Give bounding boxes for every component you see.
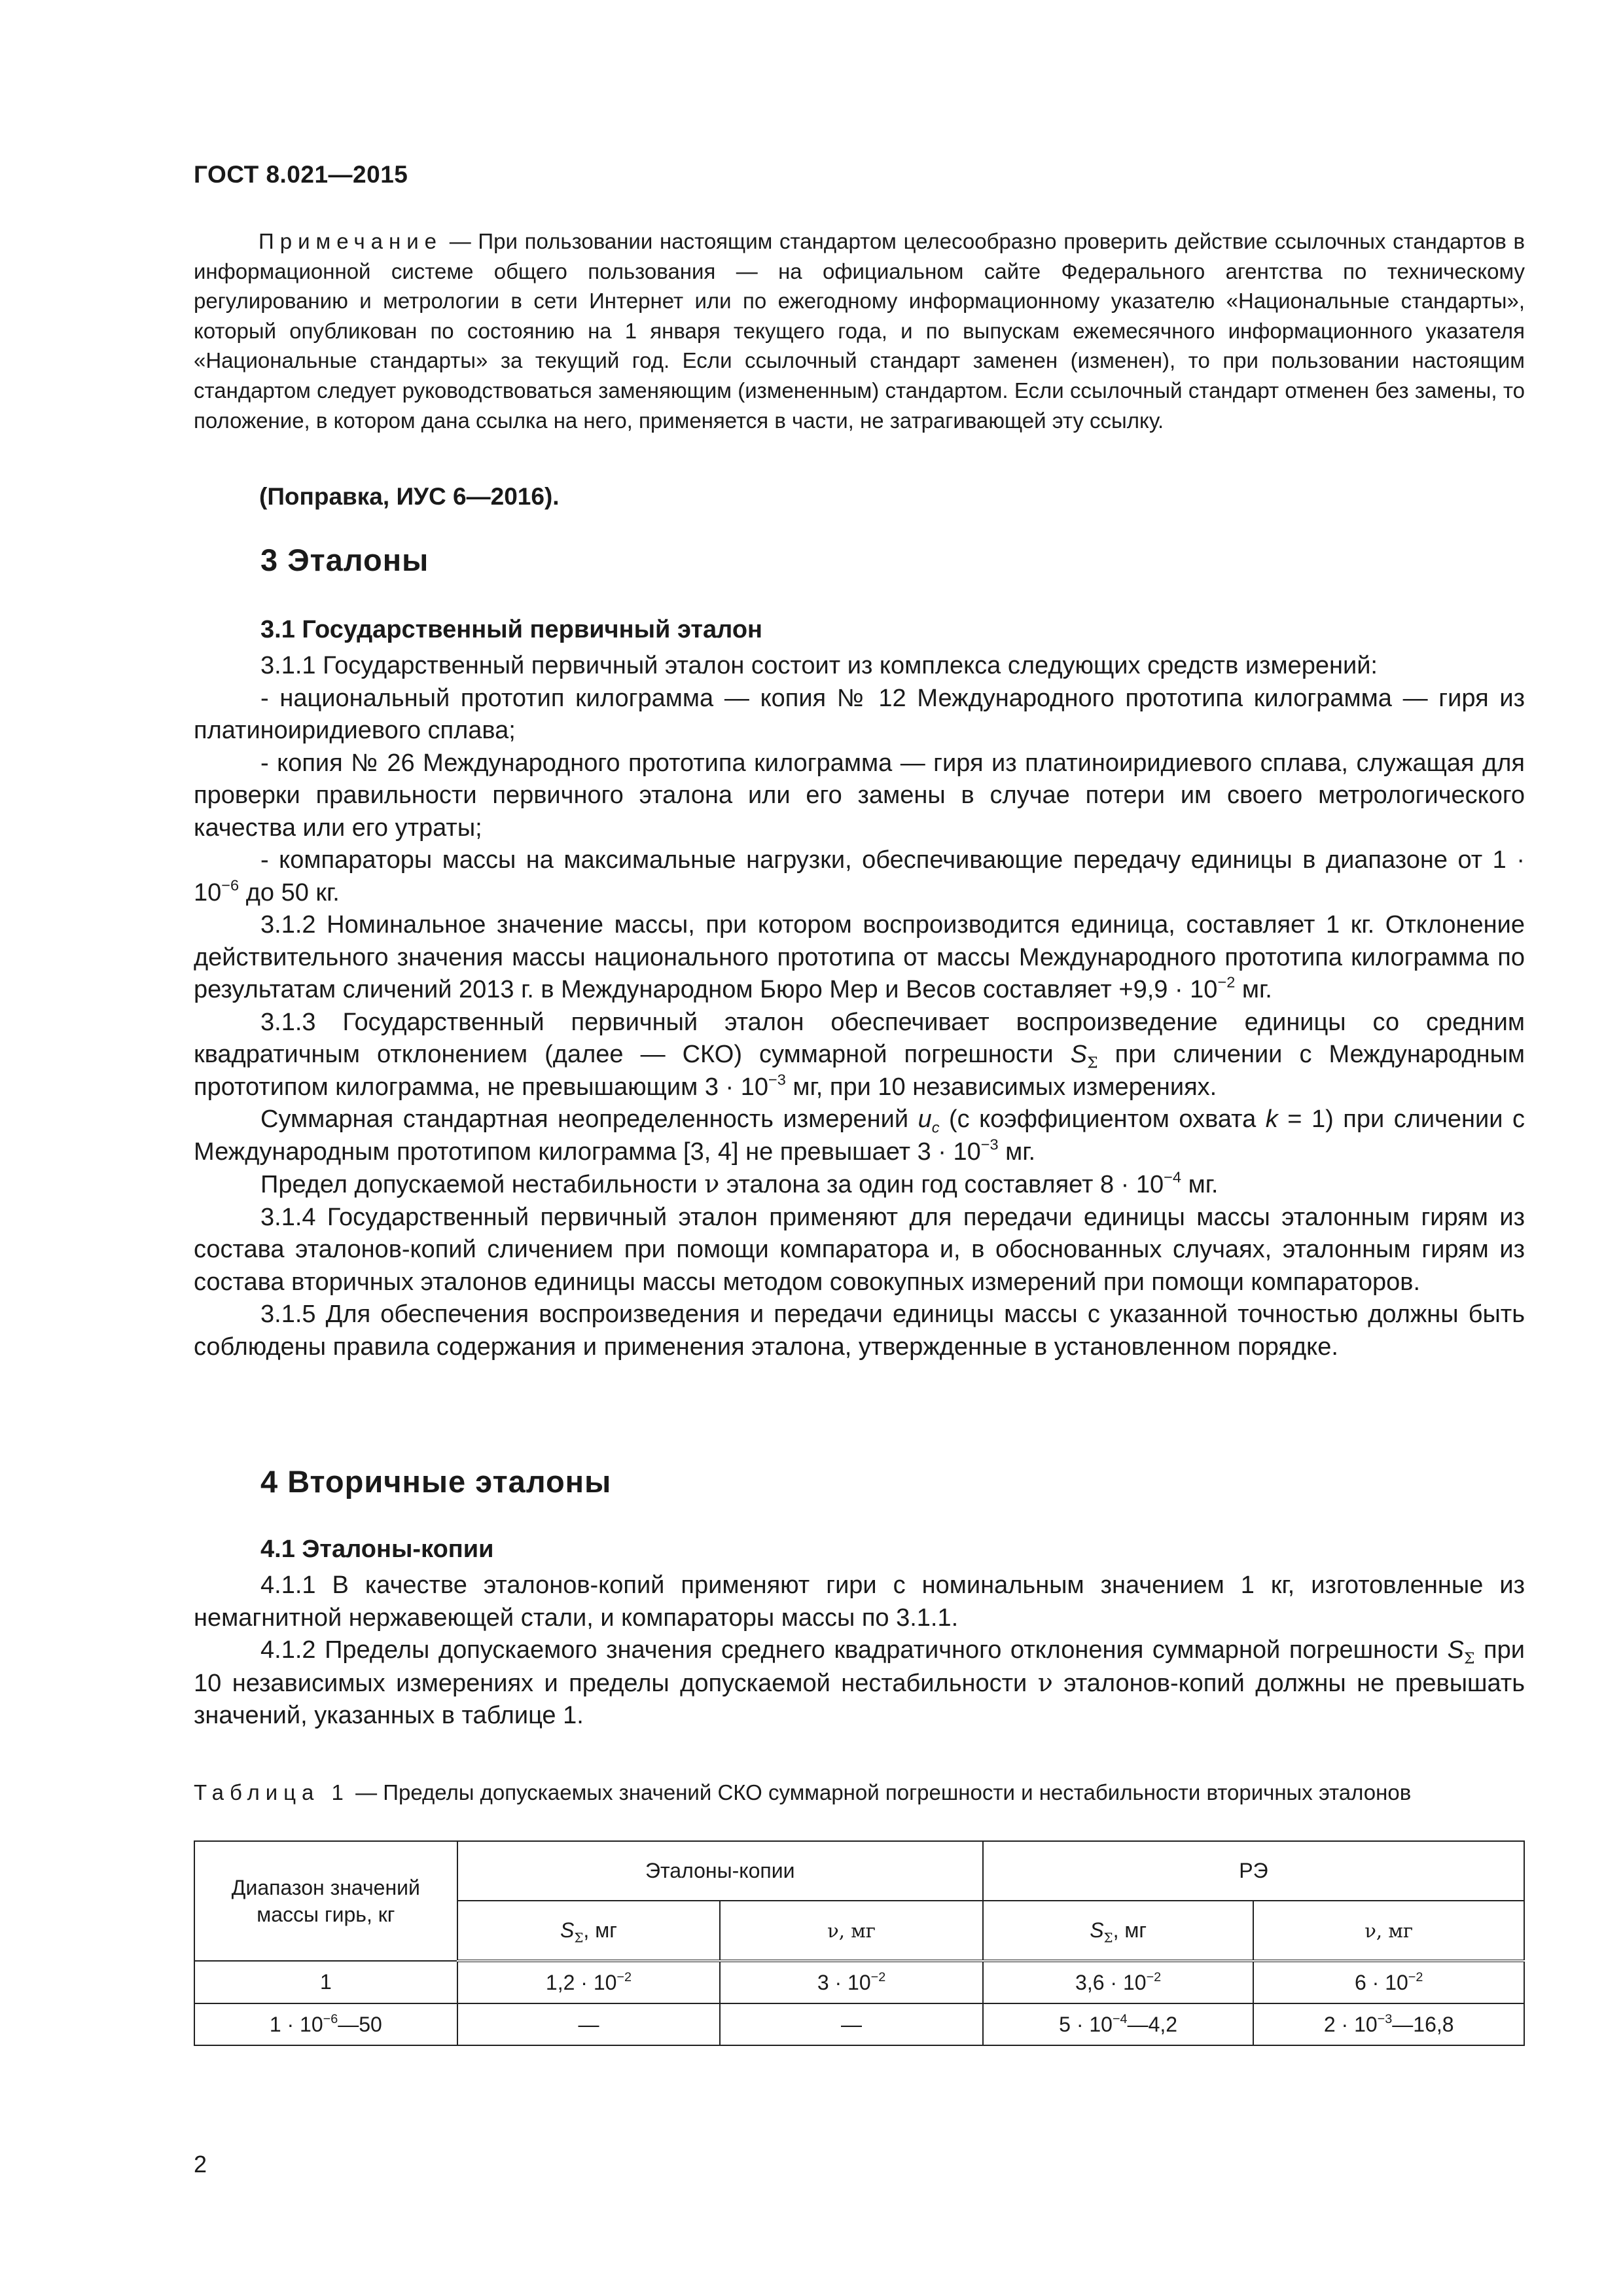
paragraph-uncertainty: Суммарная стандартная неопределенность измерений $u_c$ (с коэффициентом охвата k = 1) при сличении с Международным прототипом килограмма [3, 4] не превышает $3 \cdot 10^{-3}$ мг. [194,1105,1525,1166]
correction-reference: (Поправка, ИУС 6—2016). [259,483,560,510]
cell-ek-nu: $3 \cdot 10^{-2}$ [720,1961,983,2003]
paragraph-4-1-1: 4.1.1 В качестве эталонов-копий применяют гири с номинальным значением 1 кг, изготовленные из немагнитной нержавеющей стали, и компараторы массы по 3.1.1. [194,1571,1525,1632]
table-caption [194,1779,1525,1806]
cell-ek-s: $1,2 \cdot 10^{-2}$ [457,1961,721,2003]
section-4-1-heading: 4.1 Эталоны-копии [260,1535,494,1563]
cell-re-nu: $2 \cdot 10^{-3}—16,8$ [1253,2003,1524,2045]
table-caption-label: Таблица 1 [194,1780,349,1804]
section-3-heading: 3 Эталоны [260,543,429,577]
header-ek-nu: ν, мг [720,1901,983,1961]
header-mass-range: Диапазон значений массы гирь, кг [194,1841,457,1961]
table-row [194,2003,1524,2045]
list-item-copy-26: - копия № 26 Международного прототипа килограмма — гиря из платиноиридиевого сплава, служащая для проверки правильности первичного эталона или его замены в случае потери им своего метрологического качества или его утраты; [194,749,1525,842]
section-4-body [194,1570,1525,1732]
note-label: Примечание [259,229,443,253]
paragraph-3-1-2: 3.1.2 Номинальное значение массы, при котором воспроизводится единица, составляет 1 кг. Отклонение действительного значения массы национального прототипа от массы Международного прототипа килограмма по результатам сличений 2013 г. в Международном Бюро Мер и Весов составляет $+9,9 \cdot 10^{-2}$ мг. [194,911,1525,1003]
paragraph-3-1-1: 3.1.1 Государственный первичный эталон состоит из комплекса следующих средств измерений: [260,652,1378,679]
page-number: 2 [194,2151,207,2178]
header-group-re: РЭ [983,1841,1524,1901]
section-3-body [194,650,1525,1363]
cell-re-s: $3,6 \cdot 10^{-2}$ [983,1961,1254,2003]
paragraph-4-1-2: 4.1.2 Пределы допускаемого значения среднего квадратичного отклонения суммарной погрешности $S_\Sigma$ при 10 независимых измерениях и пределы допускаемой нестабильности ν эталонов-копий должны не превышать значений, указанных в таблице 1. [194,1636,1525,1729]
cell-re-s: $5 \cdot 10^{-4}—4,2$ [983,2003,1254,2045]
paragraph-3-1-3: 3.1.3 Государственный первичный эталон обеспечивает воспроизведение единицы со средним квадратичным отклонением (далее — СКО) суммарной погрешности $S_\Sigma$ при сличении с Международным прототипом килограмма, не превышающим $3 \cdot 10^{-3}$ мг, при 10 независимых измерениях. [194,1008,1525,1101]
cell-range: $1 \cdot 10^{-6}—50$ [194,2003,457,2045]
table-row [194,1961,1524,2003]
cell-re-nu: $6 \cdot 10^{-2}$ [1253,1961,1524,2003]
cell-range: 1 [194,1961,457,2003]
header-re-nu: ν, мг [1253,1901,1524,1961]
paragraph-instability: Предел допускаемой нестабильности ν эталона за один год составляет $8 \cdot 10^{-4}$ мг. [260,1168,1219,1198]
cell-ek-s: — [457,2003,721,2045]
list-item-prototype: - национальный прототип килограмма — копия № 12 Международного прототипа килограмма — гиря из платиноиридиевого сплава; [194,684,1525,744]
document-id: ГОСТ 8.021—2015 [194,161,408,188]
header-re-s: $S_\Sigma$, мг [983,1901,1254,1961]
note-text: — При пользовании настоящим стандартом целесообразно проверить действие ссылочных стандартов в информационной системе общего пользования — на официальном сайте Федерального агентства по техническому регулированию и метрологии в сети Интернет или по ежегодному информационному указателю «Национальные стандарты», который опубликован по состоянию на 1 января текущего года, и по выпускам ежемесячного информационного указателя «Национальные стандарты» за текущий год. Если ссылочный стандарт заменен (изменен), то при пользовании настоящим стандартом следует руководствоваться заменяющим (измененным) стандартом. Если ссылочный стандарт отменен без замены, то положение, в котором дана ссылка на него, применяется в части, не затрагивающей эту ссылку. [194,229,1525,433]
header-group-etalony-kopii: Эталоны-копии [457,1841,983,1901]
section-4-heading: 4 Вторичные эталоны [260,1464,612,1499]
table-1 [194,1840,1525,2046]
note-paragraph [194,226,1525,435]
list-item-comparators: - компараторы массы на максимальные нагрузки, обеспечивающие передачу единицы в диапазоне от $1 \cdot 10^{-6}$ до 50 кг. [194,846,1525,906]
header-ek-s: $S_\Sigma$, мг [457,1901,721,1961]
cell-ek-nu: — [720,2003,983,2045]
section-3-1-heading: 3.1 Государственный первичный эталон [260,616,762,643]
paragraph-3-1-4: 3.1.4 Государственный первичный эталон применяют для передачи единицы массы эталонным гирям из состава эталонов-копий сличением при помощи компаратора и, в обоснованных случаях, эталонным гирям из состава вторичных эталонов единицы массы методом совокупных измерений при помощи компараторов. [194,1203,1525,1296]
table-caption-text: — Пределы допускаемых значений СКО суммарной погрешности и нестабильности вторичных эталонов [349,1780,1412,1804]
paragraph-3-1-5: 3.1.5 Для обеспечения воспроизведения и передачи единицы массы с указанной точностью должны быть соблюдены правила содержания и применения эталона, утвержденные в установленном порядке. [194,1300,1525,1361]
